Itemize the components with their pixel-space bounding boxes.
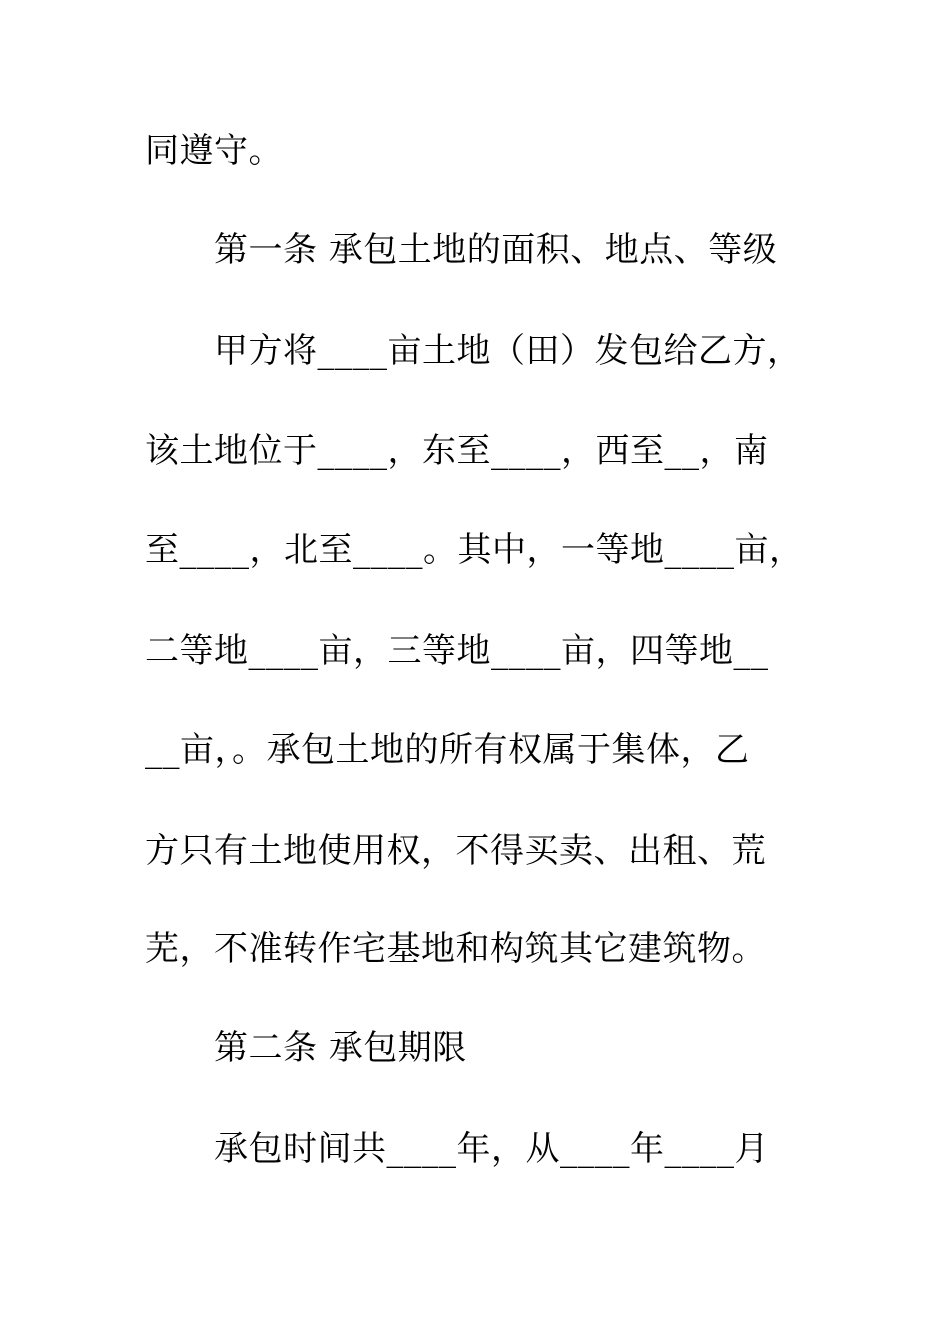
body-text-line: 至____，北至____。其中，一等地____亩，	[145, 530, 804, 570]
body-text-line: 方只有土地使用权，不得买卖、出租、荒	[145, 831, 766, 871]
body-text-line: __亩，。承包土地的所有权属于集体，乙	[145, 730, 750, 770]
body-text-line: 芜，不准转作宅基地和构筑其它建筑物。	[145, 929, 766, 969]
body-text-line: 甲方将____亩土地（田）发包给乙方，	[214, 331, 802, 371]
body-text-line: 同遵守。	[145, 131, 283, 171]
body-text-line: 该土地位于____，东至____，西至__，南	[145, 431, 769, 471]
article-heading-2: 第二条 承包期限	[214, 1028, 467, 1068]
body-text-line: 二等地____亩，三等地____亩，四等地__	[145, 631, 769, 671]
body-text-line: 承包时间共____年，从____年____月	[214, 1129, 769, 1169]
article-heading-1: 第一条 承包土地的面积、地点、等级	[214, 230, 778, 270]
